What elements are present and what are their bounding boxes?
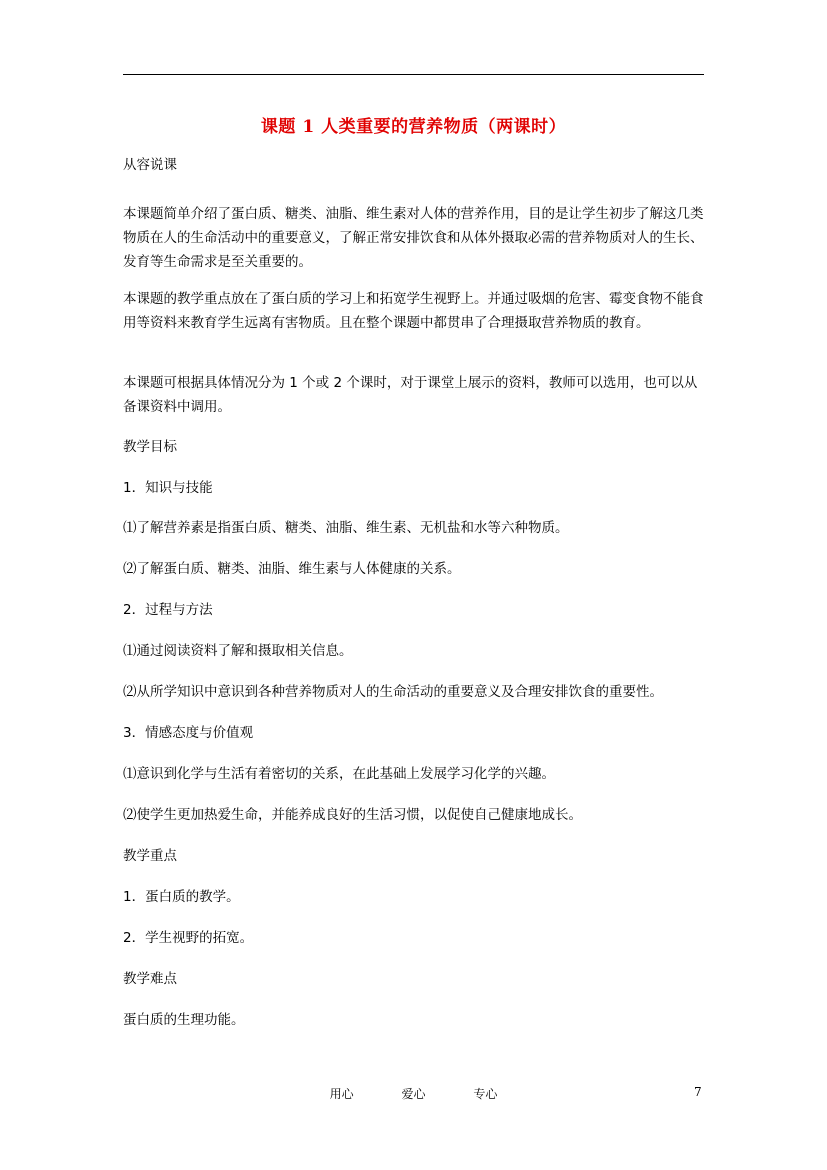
key-point-2: 2．学生视野的拓宽。 [123,930,254,946]
goal-item-1-2: ⑵了解蛋白质、糖类、油脂、维生素与人体健康的关系。 [123,561,461,577]
key-point-1: 1．蛋白质的教学。 [123,889,240,905]
difficulty-1: 蛋白质的生理功能。 [123,1012,245,1028]
section-heading-intro: 从容说课 [123,157,177,173]
goal-item-3-2: ⑵使学生更加热爱生命，并能养成良好的生活习惯，以促使自己健康地成长。 [123,807,582,823]
footer-item-3: 专心 [473,1087,498,1101]
goal-heading-3: 3．情感态度与价值观 [123,725,254,741]
goal-heading-1: 1．知识与技能 [123,480,213,496]
section-heading-difficulties: 教学难点 [123,971,177,987]
page-title: 课题 1 人类重要的营养物质（两课时） [260,117,567,137]
goal-heading-2: 2．过程与方法 [123,602,213,618]
goal-item-1-1: ⑴了解营养素是指蛋白质、糖类、油脂、维生素、无机盐和水等六种物质。 [123,520,569,536]
page-number: 7 [694,1085,702,1099]
goal-item-3-1: ⑴意识到化学与生活有着密切的关系，在此基础上发展学习化学的兴趣。 [123,766,555,782]
paragraph-intro-1: 本课题简单介绍了蛋白质、糖类、油脂、维生素对人体的营养作用，目的是让学生初步了解这几类物质在人的生命活动中的重要意义，了解正常安排饮食和从体外摄取必需的营养物质对人的生长、发育等生命需求是至关重要的。 [123,206,704,270]
goal-item-2-1: ⑴通过阅读资料了解和摄取相关信息。 [123,643,353,659]
footer-item-1: 用心 [329,1087,354,1101]
footer-item-2: 爱心 [401,1087,426,1101]
paragraph-intro-3: 本课题可根据具体情况分为 1 个或 2 个课时，对于课堂上展示的资料，教师可以选用，也可以从备课资料中调用。 [123,375,698,415]
header-rule [123,74,704,75]
section-heading-key-points: 教学重点 [123,848,177,864]
paragraph-intro-2: 本课题的教学重点放在了蛋白质的学习上和拓宽学生视野上。并通过吸烟的危害、霉变食物不能食用等资料来教育学生远离有害物质。且在整个课题中都贯串了合理摄取营养物质的教育。 [123,291,704,331]
goal-item-2-2: ⑵从所学知识中意识到各种营养物质对人的生命活动的重要意义及合理安排饮食的重要性。 [123,684,663,700]
section-heading-goals: 教学目标 [123,439,177,455]
footer-motto [0,1085,827,1102]
